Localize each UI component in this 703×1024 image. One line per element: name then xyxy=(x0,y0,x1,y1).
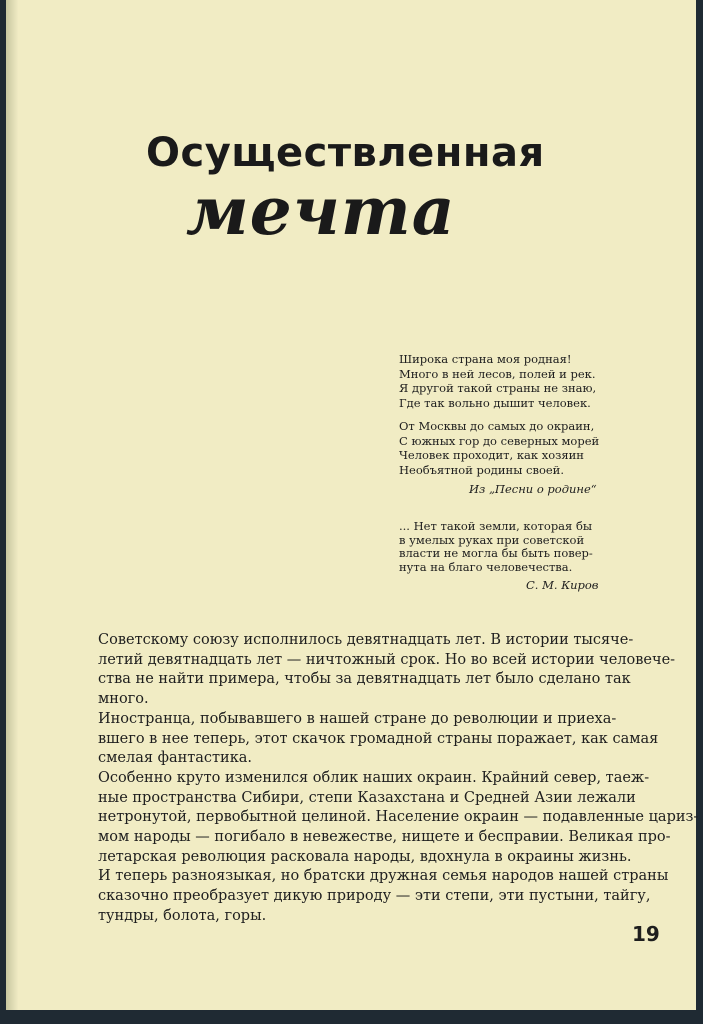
epigraph-poem xyxy=(399,352,639,477)
body-line: вшего в нее теперь, этот скачок громадной страны поражает, как самая xyxy=(98,730,659,747)
quote-line: ... Нет такой земли, которая бы xyxy=(399,519,593,533)
quote-line: в умелых руках при советской xyxy=(399,532,585,547)
poem-line: Где так вольно дышит человек. xyxy=(399,395,591,410)
body-line: тундры, болота, горы. xyxy=(98,907,267,924)
quote-line: власти не могла бы быть повер- xyxy=(399,546,593,560)
title-line-1: Осуществленная xyxy=(146,130,545,176)
poem-line: Много в ней лесов, полей и рек. xyxy=(399,366,596,381)
quote-line: нута на благо человечества. xyxy=(399,559,573,574)
page-number: 19 xyxy=(632,922,660,946)
body-line: И теперь разноязыкая, но братски дружная семья народов нашей страны xyxy=(98,868,669,885)
body-line: ные пространства Сибири, степи Казахстана и Средней Азии лежали xyxy=(98,789,636,806)
book-page xyxy=(6,0,699,1010)
body-line: мом народы — погибало в невежестве, нищете и бесправии. Великая про- xyxy=(98,829,671,846)
stanza-gap xyxy=(399,410,639,419)
poem-line: Я другой такой страны не знаю, xyxy=(399,381,597,395)
body-text xyxy=(98,631,699,927)
body-line: летарская революция расковала народы, вдохнула в окраины жизнь. xyxy=(98,848,632,865)
poem-source: Из „Песни о родине“ xyxy=(469,482,597,496)
body-line: Иностранца, побывавшего в нашей стране до революции и приеха- xyxy=(98,710,617,727)
poem-line: С южных гор до северных морей xyxy=(399,433,600,448)
body-line: нетронутой, первобытной целиной. Население окраин — подавленные цариз- xyxy=(98,809,699,826)
poem-line: Необъятной родины своей. xyxy=(399,462,564,477)
body-line: ства не найти примера, чтобы за девятнадцать лет было сделано так xyxy=(98,671,631,688)
body-line: Особенно круто изменился облик наших окраин. Крайний север, таеж- xyxy=(98,769,650,786)
body-line: много. xyxy=(98,691,149,708)
body-line: Советскому союзу исполнилось девятнадцать лет. В истории тысяче- xyxy=(98,632,634,648)
title-line-2: мечта xyxy=(186,172,456,250)
page-binding-edge xyxy=(6,0,18,1010)
quote-author: С. М. Киров xyxy=(526,578,599,592)
body-line: летий девятнадцать лет — ничтожный срок. Но во всей истории человече- xyxy=(98,651,676,668)
body-line: сказочно преобразует дикую природу — эти степи, эти пустыни, тайгу, xyxy=(98,888,651,905)
poem-line: Человек проходит, как хозяин xyxy=(399,448,584,462)
poem-line: Широка страна моя родная! xyxy=(399,352,572,366)
poem-line: От Москвы до самых до окраин, xyxy=(399,419,595,433)
epigraph-quote xyxy=(399,520,629,574)
body-line: смелая фантастика. xyxy=(98,750,253,767)
